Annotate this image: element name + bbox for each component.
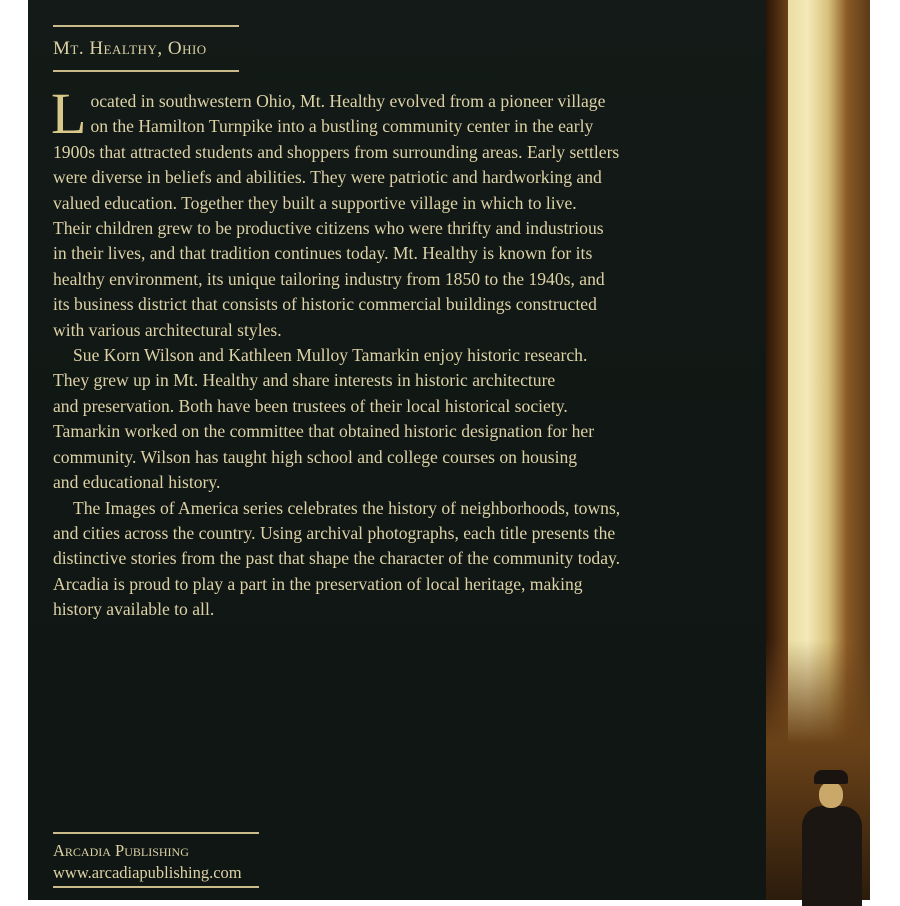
paragraph-1-line: ocated in southwestern Ohio, Mt. Healthy evolved from a pioneer village xyxy=(90,91,606,111)
paragraph-1-line: valued education. Together they built a supportive village in which to live. xyxy=(53,192,577,213)
description xyxy=(51,81,753,623)
publisher-name: Arcadia Publishing xyxy=(53,841,189,860)
paragraph-2-line: They grew up in Mt. Healthy and share interests in historic architecture xyxy=(53,370,556,391)
cover-photo-strip xyxy=(766,0,870,900)
paragraph-1-line: were diverse in beliefs and abilities. They were patriotic and hardworking and xyxy=(53,167,602,188)
paragraph-1-line: its business district that consists of historic commercial buildings constructed xyxy=(53,294,597,315)
paragraph-2-line: community. Wilson has taught high school and college courses on housing xyxy=(53,446,578,467)
paragraph-3-line: history available to all. xyxy=(53,599,215,620)
paragraph-3-line: The Images of America series celebrates the history of neighborhoods, towns, xyxy=(73,497,621,518)
footer-rule-top xyxy=(53,832,259,834)
paragraph-1-line: Their children grew to be productive citizens who were thrifty and industrious xyxy=(53,218,604,239)
man-with-hat-figure xyxy=(800,770,862,900)
footer-rule-bottom xyxy=(53,886,259,888)
title-rule-top xyxy=(53,25,239,27)
paragraph-1-line: 1900s that attracted students and shoppers from surrounding areas. Early settlers xyxy=(53,141,620,162)
figure-hat xyxy=(814,770,848,784)
paragraph-2-line: and educational history. xyxy=(53,472,221,493)
page-edge xyxy=(870,0,900,900)
paragraph-3-line: distinctive stories from the past that shape the character of the community today. xyxy=(53,548,621,569)
figure-body xyxy=(802,806,862,906)
publisher-website[interactable]: www.arcadiapublishing.com xyxy=(53,863,242,882)
paragraph-3-line: and cities across the country. Using archival photographs, each title presents the xyxy=(53,522,616,543)
paragraph-1-line: on the Hamilton Turnpike into a bustling community center in the early xyxy=(90,116,594,137)
paragraph-1-line: with various architectural styles. xyxy=(53,319,282,340)
book-title: Mt. Healthy, Ohio xyxy=(53,38,207,59)
paragraph-2-line: Sue Korn Wilson and Kathleen Mulloy Tamarkin enjoy historic research. xyxy=(73,345,588,366)
paragraph-2-line: Tamarkin worked on the committee that obtained historic designation for her xyxy=(53,421,595,442)
paragraph-2-line: and preservation. Both have been trustees of their local historical society. xyxy=(53,395,568,416)
title-rule-bottom xyxy=(53,70,239,72)
paragraph-3-line: Arcadia is proud to play a part in the preservation of local heritage, making xyxy=(53,573,583,594)
publisher-info xyxy=(53,840,242,884)
drop-cap: L xyxy=(51,81,87,146)
figure-face xyxy=(819,782,843,808)
paragraph-1-line: in their lives, and that tradition continues today. Mt. Healthy is known for its xyxy=(53,243,593,264)
paragraph-1-line: healthy environment, its unique tailoring industry from 1850 to the 1940s, and xyxy=(53,268,605,289)
